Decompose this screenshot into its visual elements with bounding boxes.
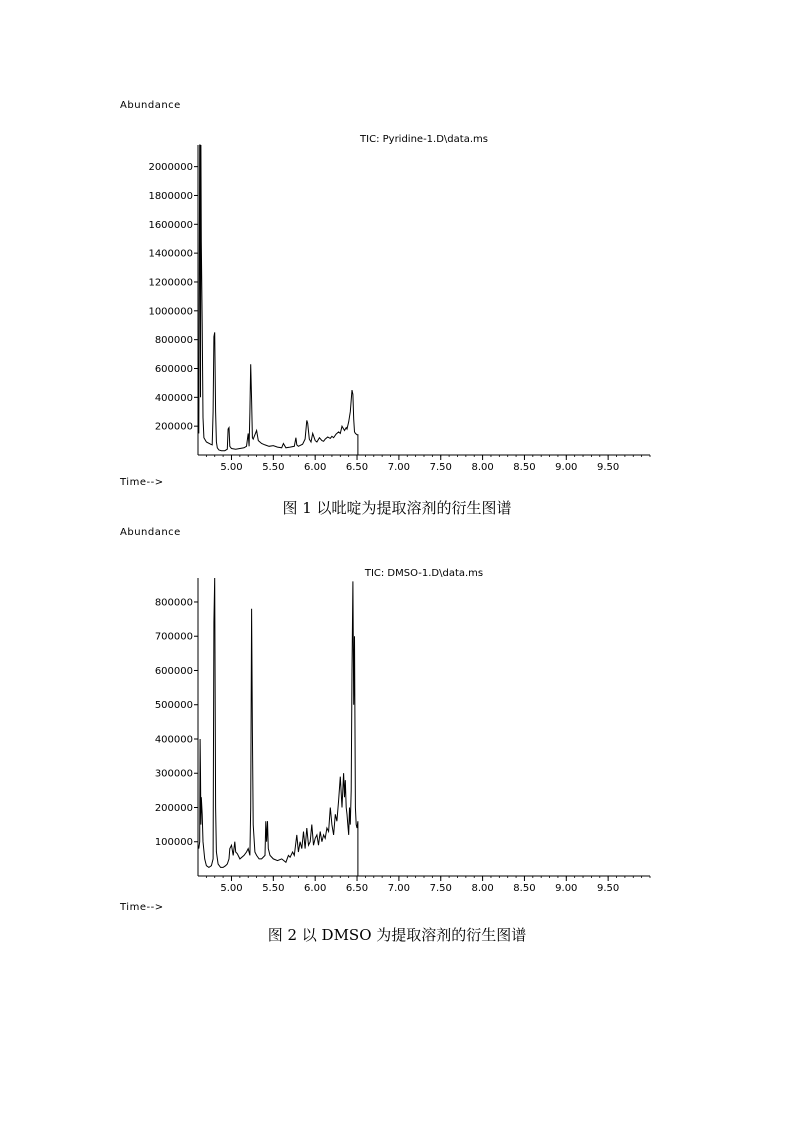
x-tick-label: 8.00 bbox=[471, 462, 494, 473]
x-tick-label: 9.00 bbox=[555, 462, 578, 473]
x-tick-label: 5.50 bbox=[262, 462, 285, 473]
chart-title: TIC: DMSO-1.D\data.ms bbox=[364, 568, 484, 579]
y-tick-label: 400000 bbox=[154, 734, 193, 746]
abundance-label: Abundance bbox=[120, 527, 181, 538]
y-tick-label: 300000 bbox=[154, 768, 193, 780]
time-label: Time--> bbox=[120, 477, 164, 488]
x-tick-label: 6.00 bbox=[304, 883, 327, 894]
series-line bbox=[198, 578, 358, 876]
x-tick-label: 8.50 bbox=[513, 462, 536, 473]
y-tick-label: 700000 bbox=[154, 631, 193, 643]
y-tick-label: 800000 bbox=[154, 335, 193, 347]
x-tick-label: 5.00 bbox=[220, 883, 243, 894]
x-tick-label: 8.50 bbox=[513, 883, 536, 894]
figure-caption: 图 1 以吡啶为提取溶剂的衍生图谱 bbox=[282, 499, 512, 517]
x-tick-label: 8.00 bbox=[471, 883, 494, 894]
y-tick-label: 2000000 bbox=[148, 162, 193, 174]
abundance-label: Abundance bbox=[120, 100, 181, 111]
time-label: Time--> bbox=[120, 902, 164, 913]
y-tick-label: 200000 bbox=[154, 802, 193, 814]
figure-caption: 图 2 以 DMSO 为提取溶剂的衍生图谱 bbox=[267, 926, 527, 944]
x-tick-label: 7.00 bbox=[387, 462, 411, 473]
y-tick-label: 600000 bbox=[154, 363, 193, 375]
y-tick-label: 1600000 bbox=[148, 219, 193, 231]
x-tick-label: 6.50 bbox=[345, 883, 369, 894]
x-tick-label: 6.00 bbox=[304, 462, 327, 473]
y-tick-label: 1400000 bbox=[148, 248, 193, 260]
y-tick-label: 500000 bbox=[154, 700, 193, 712]
x-tick-label: 9.00 bbox=[555, 883, 578, 894]
x-tick-label: 6.50 bbox=[345, 462, 369, 473]
y-tick-label: 1200000 bbox=[148, 277, 193, 289]
chart-title: TIC: Pyridine-1.D\data.ms bbox=[360, 134, 488, 145]
x-tick-label: 7.00 bbox=[387, 883, 411, 894]
y-tick-label: 200000 bbox=[154, 421, 193, 433]
x-tick-label: 7.50 bbox=[429, 462, 452, 473]
x-tick-label: 7.50 bbox=[429, 883, 452, 894]
y-tick-label: 800000 bbox=[154, 597, 193, 609]
y-tick-label: 1000000 bbox=[148, 306, 193, 318]
x-tick-label: 9.50 bbox=[597, 462, 620, 473]
y-tick-label: 600000 bbox=[154, 665, 193, 677]
y-tick-label: 100000 bbox=[154, 837, 193, 849]
y-tick-label: 1800000 bbox=[148, 190, 193, 202]
x-tick-label: 9.50 bbox=[597, 883, 620, 894]
x-tick-label: 5.50 bbox=[262, 883, 285, 894]
x-tick-label: 5.00 bbox=[220, 462, 243, 473]
y-tick-label: 400000 bbox=[154, 392, 193, 404]
